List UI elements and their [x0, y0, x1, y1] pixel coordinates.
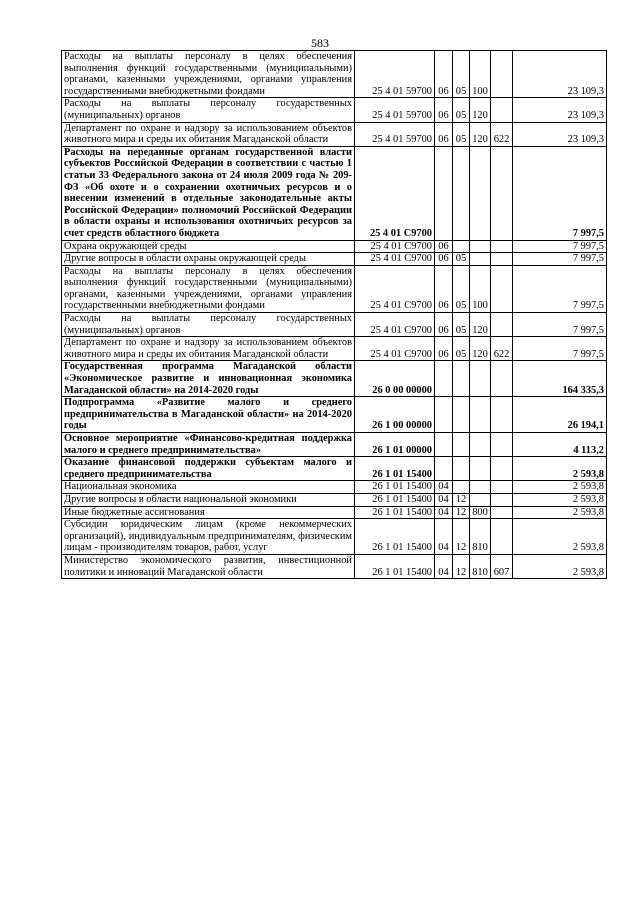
row-administrator-code	[491, 481, 513, 494]
row-administrator-code: 622	[491, 337, 513, 361]
table-row	[62, 98, 607, 122]
row-amount: 7 997,5	[513, 253, 607, 266]
row-amount: 2 593,8	[513, 519, 607, 555]
row-expense-type: 120	[470, 98, 491, 122]
table-row	[62, 51, 607, 98]
row-subsection-code	[453, 457, 470, 481]
row-subsection-code: 12	[453, 493, 470, 506]
table-row	[62, 240, 607, 253]
row-section-code: 04	[435, 519, 453, 555]
table-row	[62, 265, 607, 312]
row-administrator-code	[491, 519, 513, 555]
table-row	[62, 554, 607, 578]
row-expense-type	[470, 146, 491, 240]
row-target-code: 26 1 01 15400	[355, 554, 435, 578]
row-section-code: 06	[435, 253, 453, 266]
row-expense-type	[470, 361, 491, 397]
row-name: Расходы на выплаты персоналу в целях обеспечения выполнения функций государственными (муниципальными) органами, казенными учреждениями, органами управления государственными внебюджетными фондами	[62, 265, 355, 312]
row-target-code: 25 4 01 С9700	[355, 337, 435, 361]
row-name: Иные бюджетные ассигнования	[62, 506, 355, 519]
row-expense-type	[470, 493, 491, 506]
row-amount: 2 593,8	[513, 506, 607, 519]
row-amount: 2 593,8	[513, 457, 607, 481]
table-row	[62, 481, 607, 494]
row-target-code: 25 4 01 С9700	[355, 265, 435, 312]
row-name: Основное мероприятие «Финансово-кредитная поддержка малого и среднего предпринимательства»	[62, 433, 355, 457]
row-subsection-code: 12	[453, 519, 470, 555]
row-amount: 2 593,8	[513, 554, 607, 578]
table-row	[62, 146, 607, 240]
row-section-code	[435, 397, 453, 433]
row-amount: 23 109,3	[513, 51, 607, 98]
row-name: Субсидии юридическим лицам (кроме некоммерческих организаций), индивидуальным предпринимателям, физическим лицам - производителям товаров, работ, услуг	[62, 519, 355, 555]
row-target-code: 25 4 01 С9700	[355, 240, 435, 253]
row-amount: 7 997,5	[513, 146, 607, 240]
row-section-code: 06	[435, 122, 453, 146]
table-row	[62, 493, 607, 506]
row-amount: 4 113,2	[513, 433, 607, 457]
row-subsection-code	[453, 361, 470, 397]
table-row	[62, 433, 607, 457]
row-subsection-code	[453, 240, 470, 253]
row-expense-type: 810	[470, 519, 491, 555]
row-name: Расходы на выплаты персоналу государственных (муниципальных) органов	[62, 313, 355, 337]
row-name: Департамент по охране и надзору за использованием объектов животного мира и среды их обитания Магаданской области	[62, 122, 355, 146]
row-subsection-code: 12	[453, 506, 470, 519]
row-subsection-code	[453, 433, 470, 457]
table-row	[62, 457, 607, 481]
row-target-code: 25 4 01 С9700	[355, 146, 435, 240]
row-target-code: 25 4 01 59700	[355, 51, 435, 98]
row-subsection-code: 05	[453, 313, 470, 337]
row-administrator-code	[491, 506, 513, 519]
row-name: Охрана окружающей среды	[62, 240, 355, 253]
row-subsection-code: 05	[453, 98, 470, 122]
row-subsection-code: 12	[453, 554, 470, 578]
row-subsection-code: 05	[453, 122, 470, 146]
table-row	[62, 253, 607, 266]
row-name: Оказание финансовой поддержки субъектам малого и среднего предпринимательства	[62, 457, 355, 481]
table-row	[62, 506, 607, 519]
row-name: Другие вопросы в области национальной экономики	[62, 493, 355, 506]
row-target-code: 26 1 01 15400	[355, 493, 435, 506]
row-section-code: 06	[435, 265, 453, 312]
row-amount: 164 335,3	[513, 361, 607, 397]
row-expense-type	[470, 397, 491, 433]
row-name: Подпрограмма «Развитие малого и среднего предпринимательства в Магаданской области» на 2014-2020 годы	[62, 397, 355, 433]
row-amount: 2 593,8	[513, 493, 607, 506]
row-expense-type	[470, 457, 491, 481]
row-target-code: 26 1 01 15400	[355, 481, 435, 494]
row-subsection-code: 05	[453, 337, 470, 361]
row-administrator-code	[491, 51, 513, 98]
row-expense-type: 120	[470, 337, 491, 361]
row-section-code	[435, 457, 453, 481]
row-administrator-code	[491, 98, 513, 122]
row-administrator-code	[491, 265, 513, 312]
row-name: Расходы на выплаты персоналу государственных (муниципальных) органов	[62, 98, 355, 122]
row-amount: 7 997,5	[513, 337, 607, 361]
row-name: Департамент по охране и надзору за использованием объектов животного мира и среды их обитания Магаданской области	[62, 337, 355, 361]
table-row	[62, 361, 607, 397]
row-target-code: 25 4 01 59700	[355, 122, 435, 146]
row-amount: 7 997,5	[513, 265, 607, 312]
row-amount: 23 109,3	[513, 122, 607, 146]
row-target-code: 26 1 01 00000	[355, 433, 435, 457]
row-expense-type	[470, 253, 491, 266]
row-administrator-code	[491, 146, 513, 240]
row-administrator-code	[491, 493, 513, 506]
row-section-code	[435, 146, 453, 240]
row-administrator-code: 622	[491, 122, 513, 146]
row-expense-type	[470, 240, 491, 253]
row-subsection-code: 05	[453, 253, 470, 266]
table-row	[62, 313, 607, 337]
row-target-code: 26 0 00 00000	[355, 361, 435, 397]
row-expense-type	[470, 433, 491, 457]
row-expense-type: 120	[470, 313, 491, 337]
row-section-code: 06	[435, 337, 453, 361]
row-expense-type: 120	[470, 122, 491, 146]
table-row	[62, 337, 607, 361]
row-administrator-code	[491, 313, 513, 337]
table-row	[62, 122, 607, 146]
row-subsection-code	[453, 146, 470, 240]
row-section-code: 04	[435, 506, 453, 519]
row-administrator-code	[491, 361, 513, 397]
row-name: Расходы на выплаты персоналу в целях обеспечения выполнения функций государственными (муниципальными) органами, казенными учреждениями, органами управления государственными внебюджетными фондами	[62, 51, 355, 98]
row-section-code: 04	[435, 554, 453, 578]
row-section-code: 06	[435, 98, 453, 122]
row-name: Государственная программа Магаданской области «Экономическое развитие и инновационная экономика Магаданской области» на 2014-2020 годы	[62, 361, 355, 397]
row-target-code: 26 1 01 15400	[355, 457, 435, 481]
row-expense-type: 100	[470, 265, 491, 312]
row-amount: 23 109,3	[513, 98, 607, 122]
row-administrator-code	[491, 397, 513, 433]
row-amount: 7 997,5	[513, 313, 607, 337]
row-expense-type: 800	[470, 506, 491, 519]
row-name: Другие вопросы в области охраны окружающей среды	[62, 253, 355, 266]
page-number: 583	[311, 36, 329, 50]
row-section-code: 06	[435, 313, 453, 337]
row-administrator-code	[491, 253, 513, 266]
row-administrator-code	[491, 433, 513, 457]
row-section-code	[435, 361, 453, 397]
budget-table	[61, 50, 607, 579]
row-subsection-code	[453, 397, 470, 433]
table-row	[62, 519, 607, 555]
row-expense-type: 100	[470, 51, 491, 98]
row-target-code: 26 1 01 15400	[355, 519, 435, 555]
row-name: Министерство экономического развития, инвестиционной политики и инноваций Магаданской области	[62, 554, 355, 578]
row-section-code	[435, 433, 453, 457]
row-target-code: 26 1 00 00000	[355, 397, 435, 433]
row-expense-type	[470, 481, 491, 494]
row-subsection-code: 05	[453, 265, 470, 312]
row-administrator-code: 607	[491, 554, 513, 578]
row-administrator-code	[491, 457, 513, 481]
row-administrator-code	[491, 240, 513, 253]
row-section-code: 06	[435, 240, 453, 253]
row-subsection-code: 05	[453, 51, 470, 98]
row-section-code: 04	[435, 481, 453, 494]
row-target-code: 25 4 01 59700	[355, 98, 435, 122]
row-target-code: 25 4 01 С9700	[355, 253, 435, 266]
row-expense-type: 810	[470, 554, 491, 578]
row-amount: 26 194,1	[513, 397, 607, 433]
row-section-code: 04	[435, 493, 453, 506]
row-target-code: 25 4 01 С9700	[355, 313, 435, 337]
row-amount: 2 593,8	[513, 481, 607, 494]
row-section-code: 06	[435, 51, 453, 98]
table-row	[62, 397, 607, 433]
row-name: Расходы на переданные органам государственной власти субъектов Российской Федерации в соответствии с частью 1 статьи 33 Федерального закона от 24 июля 2009 года № 209-ФЗ «Об охоте и о сохранении охотничьих ресурсов и о внесении изменений в отдельные законодательные акты Российской Федерации» полномочий Российской Федерации в области охраны и использования охотничьих ресурсов за счет средств областного бюджета	[62, 146, 355, 240]
row-target-code: 26 1 01 15400	[355, 506, 435, 519]
row-subsection-code	[453, 481, 470, 494]
row-name: Национальная экономика	[62, 481, 355, 494]
row-amount: 7 997,5	[513, 240, 607, 253]
